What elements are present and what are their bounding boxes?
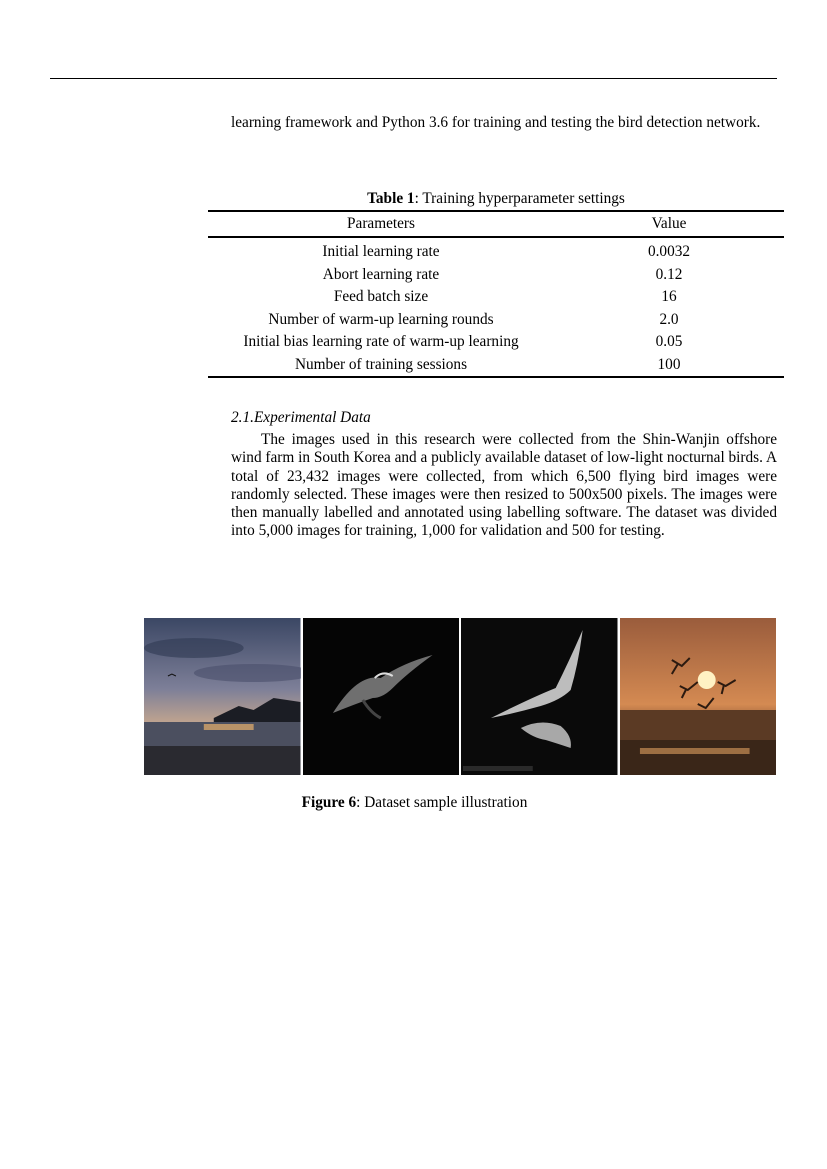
table-caption-label: Table 1 bbox=[367, 190, 415, 207]
table-row bbox=[208, 309, 784, 332]
value-cell: 16 bbox=[661, 288, 677, 305]
figure-caption-text: : Dataset sample illustration bbox=[356, 794, 528, 811]
sample-image-seagull-dusk bbox=[144, 618, 301, 775]
experimental-data-paragraph: The images used in this research were collected from the Shin-Wanjin offshore wind farm in South Korea and a publicly available dataset of low-light nocturnal birds. A total of 23,432 images were collected, from which 6,500 flying bird images were randomly selected. These images were then resized to 500x500 pixels. The images were then manually labelled and annotated using labelling software. The dataset was divided into 5,000 images for training, 1,000 for validation and 500 for testing. bbox=[231, 431, 777, 540]
parameter-cell: Initial bias learning rate of warm-up learning bbox=[243, 333, 519, 350]
table-row bbox=[208, 354, 784, 378]
table-caption-text: : Training hyperparameter settings bbox=[414, 190, 625, 207]
table-row bbox=[208, 237, 784, 264]
table-caption bbox=[208, 190, 784, 208]
table-row bbox=[208, 264, 784, 287]
hyperparameter-table bbox=[208, 210, 784, 378]
section-heading: 2.1.Experimental Data bbox=[231, 409, 371, 426]
figure-caption-label: Figure 6 bbox=[301, 794, 357, 811]
intro-paragraph: learning framework and Python 3.6 for training and testing the bird detection network. bbox=[231, 114, 761, 131]
value-cell: 100 bbox=[554, 354, 784, 378]
sample-image-cranes-sunset bbox=[620, 618, 777, 775]
header-rule bbox=[50, 78, 777, 79]
value-cell: 0.12 bbox=[655, 265, 683, 283]
parameter-cell: Number of training sessions bbox=[208, 354, 554, 378]
column-header-parameters: Parameters bbox=[208, 211, 554, 237]
value-cell: 2.0 bbox=[659, 310, 679, 328]
sample-image-bird-dark bbox=[303, 618, 460, 775]
figure-caption bbox=[144, 794, 685, 812]
table-row bbox=[208, 331, 784, 354]
value-cell: 0.0032 bbox=[647, 243, 691, 260]
parameter-cell: Feed batch size bbox=[333, 288, 429, 305]
parameter-cell: Initial learning rate bbox=[322, 243, 440, 260]
column-header-value: Value bbox=[554, 211, 784, 237]
table-row bbox=[208, 286, 784, 309]
sample-image-two-birds-dark bbox=[461, 618, 618, 775]
parameter-cell: Number of warm-up learning rounds bbox=[268, 310, 494, 328]
parameter-cell: Abort learning rate bbox=[322, 265, 440, 283]
table-header-row bbox=[208, 211, 784, 237]
value-cell: 0.05 bbox=[655, 333, 683, 350]
dataset-sample-figure bbox=[144, 618, 776, 775]
